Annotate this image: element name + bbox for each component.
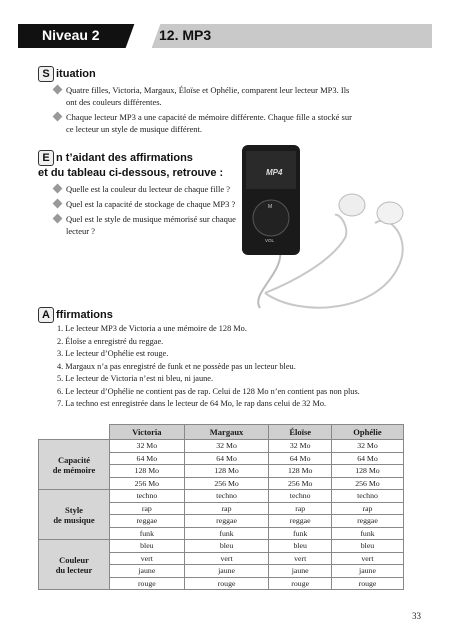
bullet-diamond-icon: [53, 184, 63, 194]
table-cell[interactable]: 64 Mo: [331, 452, 403, 465]
table-cell[interactable]: funk: [184, 527, 269, 540]
column-header: Margaux: [184, 425, 269, 440]
table-corner: [39, 425, 110, 440]
table-cell[interactable]: bleu: [110, 540, 185, 553]
affirmations-heading-text: ffirmations: [56, 308, 113, 321]
table-cell[interactable]: 256 Mo: [331, 477, 403, 490]
row-header-capacity: Capacité de mémoire: [39, 440, 110, 490]
table-cell[interactable]: 256 Mo: [269, 477, 332, 490]
table-cell[interactable]: jaune: [110, 565, 185, 578]
row-header-style: Style de musique: [39, 490, 110, 540]
table-cell[interactable]: rap: [184, 502, 269, 515]
player-brand-text: MP4: [266, 168, 283, 177]
list-item: Quelle est la couleur du lecteur de chaque fille ?: [52, 183, 252, 195]
table-cell[interactable]: reggae: [110, 515, 185, 528]
table-cell[interactable]: funk: [269, 527, 332, 540]
affirmations-initial: A: [38, 307, 54, 323]
page-title: 12. MP3: [159, 27, 212, 43]
table-cell[interactable]: funk: [110, 527, 185, 540]
earbud-right: [377, 202, 403, 224]
earbud-left: [339, 194, 365, 216]
table-cell[interactable]: 128 Mo: [331, 465, 403, 478]
table-cell[interactable]: 128 Mo: [269, 465, 332, 478]
table-cell[interactable]: vert: [110, 552, 185, 565]
list-item: 6. Le lecteur d’Ophélie ne contient pas de rap. Celui de 128 Mo n’en contient pas non plus.: [57, 386, 360, 396]
table-cell[interactable]: rap: [269, 502, 332, 515]
table-cell[interactable]: rouge: [184, 577, 269, 590]
list-item: 1. Le lecteur MP3 de Victoria a une mémoire de 128 Mo.: [57, 324, 247, 333]
player-menu-label: M: [268, 204, 273, 210]
table-cell[interactable]: techno: [110, 490, 185, 503]
table-cell[interactable]: techno: [331, 490, 403, 503]
list-item: Quatre filles, Victoria, Margaux, Éloïse et Ophélie, comparent leur lecteur MP3. Ils ont des couleurs différentes.: [52, 84, 352, 108]
list-item: 4. Margaux n’a pas enregistré de funk et ne possède pas un lecteur bleu.: [57, 361, 296, 371]
table-cell[interactable]: techno: [269, 490, 332, 503]
table-cell[interactable]: jaune: [331, 565, 403, 578]
column-header: Ophélie: [331, 425, 403, 440]
questions-heading-line2: et du tableau ci-dessous, retrouve :: [38, 167, 224, 179]
column-header: Victoria: [110, 425, 185, 440]
table-cell[interactable]: bleu: [269, 540, 332, 553]
list-item: Chaque lecteur MP3 a une capacité de mémoire différente. Chaque fille a stocké sur ce lecteur un style de musique différent.: [52, 111, 352, 135]
row-header-color: Couleur du lecteur: [39, 540, 110, 590]
bullet-diamond-icon: [53, 85, 63, 95]
table-cell[interactable]: 256 Mo: [110, 477, 185, 490]
situation-list: [52, 84, 352, 138]
situation-heading: [38, 66, 96, 82]
chapter-header: [18, 24, 432, 48]
table-cell[interactable]: rouge: [110, 577, 185, 590]
table-cell[interactable]: 128 Mo: [184, 465, 269, 478]
table-cell[interactable]: techno: [184, 490, 269, 503]
questions-initial: E: [38, 150, 54, 166]
table-header-row: [39, 425, 404, 440]
table-cell[interactable]: 256 Mo: [184, 477, 269, 490]
list-item: 3. Le lecteur d’Ophélie est rouge.: [57, 349, 169, 358]
table-cell[interactable]: jaune: [184, 565, 269, 578]
table-cell[interactable]: 128 Mo: [110, 465, 185, 478]
table-cell[interactable]: 32 Mo: [184, 440, 269, 453]
table-cell[interactable]: 32 Mo: [110, 440, 185, 453]
table-cell[interactable]: rouge: [331, 577, 403, 590]
table-cell[interactable]: reggae: [184, 515, 269, 528]
table-cell[interactable]: reggae: [269, 515, 332, 528]
table-cell[interactable]: bleu: [184, 540, 269, 553]
logic-grid-table: [38, 424, 404, 590]
table-cell[interactable]: 64 Mo: [110, 452, 185, 465]
table-cell[interactable]: rouge: [269, 577, 332, 590]
table-cell[interactable]: vert: [331, 552, 403, 565]
table-cell[interactable]: 64 Mo: [269, 452, 332, 465]
situation-initial: S: [38, 66, 54, 82]
affirmations-heading: [38, 307, 113, 323]
table-cell[interactable]: reggae: [331, 515, 403, 528]
questions-heading-line1: n t’aidant des affirmations: [56, 151, 193, 164]
list-item: 2. Éloïse a enregistré du reggae.: [57, 336, 164, 346]
table-cell[interactable]: funk: [331, 527, 403, 540]
list-item: Quel est la capacité de stockage de chaque MP3 ?: [52, 198, 252, 210]
bullet-diamond-icon: [53, 214, 63, 224]
table-cell[interactable]: 32 Mo: [269, 440, 332, 453]
table-cell[interactable]: vert: [269, 552, 332, 565]
column-header: Éloïse: [269, 425, 332, 440]
list-item: Quel est le style de musique mémorisé sur chaque lecteur ?: [52, 213, 252, 237]
table-cell[interactable]: 64 Mo: [184, 452, 269, 465]
situation-heading-text: ituation: [56, 67, 96, 80]
list-item: 5. Le lecteur de Victoria n’est ni bleu, ni jaune.: [57, 374, 214, 383]
bullet-diamond-icon: [53, 199, 63, 209]
table-cell[interactable]: rap: [110, 502, 185, 515]
questions-list: [52, 183, 252, 240]
table-row: [39, 490, 404, 503]
table-cell[interactable]: jaune: [269, 565, 332, 578]
table-row: [39, 440, 404, 453]
player-vol-label: VOL: [265, 238, 275, 243]
level-label: Niveau 2: [42, 27, 100, 43]
table-cell[interactable]: bleu: [331, 540, 403, 553]
table-cell[interactable]: rap: [331, 502, 403, 515]
questions-heading: [38, 150, 223, 180]
affirmations-list: [57, 323, 360, 411]
mp3-player-illustration: [240, 143, 410, 313]
table-cell[interactable]: 32 Mo: [331, 440, 403, 453]
list-item: 7. La techno est enregistrée dans le lecteur de 64 Mo, le rap dans celui de 32 Mo.: [57, 399, 327, 408]
bullet-diamond-icon: [53, 112, 63, 122]
table-cell[interactable]: vert: [184, 552, 269, 565]
table-row: [39, 540, 404, 553]
page-number: 33: [412, 611, 421, 621]
